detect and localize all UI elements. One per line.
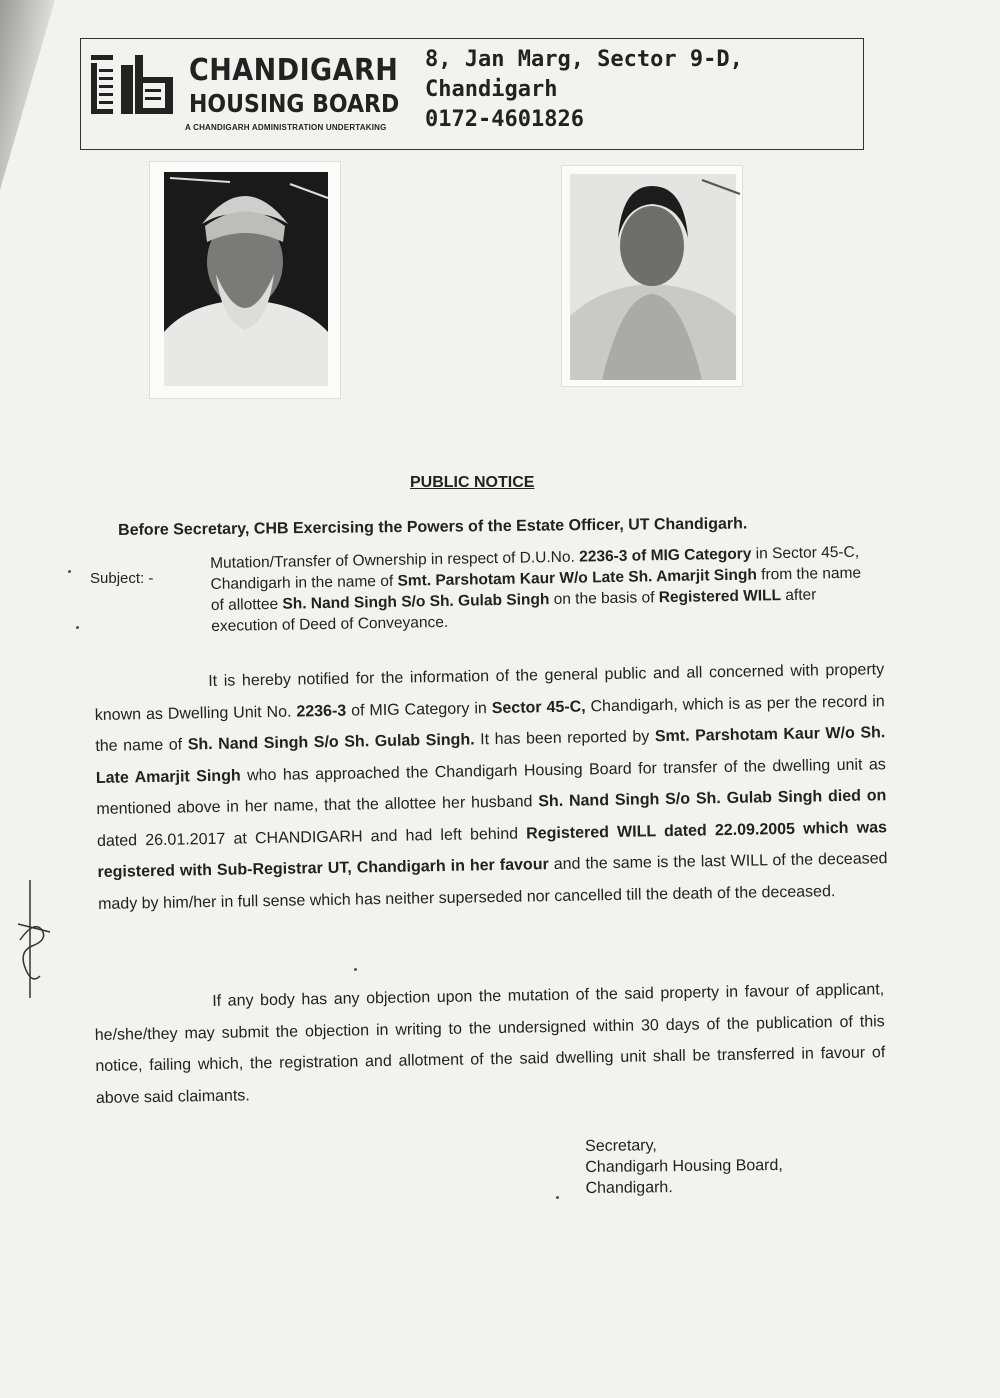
signature-block: [585, 1134, 783, 1199]
signature-title: Secretary,: [585, 1137, 657, 1155]
scan-speck: [354, 968, 357, 971]
org-tagline: A CHANDIGARH ADMINISTRATION UNDERTAKING: [185, 123, 387, 132]
letterhead: [80, 38, 864, 150]
address-line-2: Chandigarh: [425, 77, 558, 102]
scan-speck: [68, 570, 71, 573]
signature-org: Chandigarh Housing Board,: [585, 1156, 783, 1176]
photo-woman: [562, 166, 742, 386]
handwritten-initials-icon: [14, 880, 54, 1000]
photo-portrait-man-icon: [150, 162, 340, 398]
signature-city: Chandigarh.: [585, 1179, 673, 1197]
notice-paragraph-1: It is hereby notified for the information of the general public and all concerned with property known as Dwelling Unit No. 2236-3 of MIG Category in Sector 45-C, Chandigarh, which is as per the record in the name of Sh. Nand Singh S/o Sh. Gulab Singh. It has been reported by Smt. Parshotam Kaur W/o Sh. Late Amarjit Singh who has approached the Chandigarh Housing Board for transfer of the dwelling unit as mentioned above in her name, that the allottee her husband Sh. Nand Singh S/o Sh. Gulab Singh died on dated 26.01.2017 at CHANDIGARH and had left behind Registered WILL dated 22.09.2005 which was registered with Sub-Registrar UT, Chandigarh in her favour and the same is the last WILL of the deceased mady by him/her in full sense which has neither superseded nor cancelled till the death of the deceased.: [94, 661, 888, 913]
subject-label: Subject: -: [90, 570, 154, 587]
address-line-1: 8, Jan Marg, Sector 9-D,: [425, 47, 743, 72]
org-subname: HOUSING BOARD: [189, 89, 400, 118]
scan-speck: [76, 626, 79, 629]
photo-portrait-woman-icon: [562, 166, 742, 386]
notice-before-line: Before Secretary, CHB Exercising the Powers of the Estate Officer, UT Chandigarh.: [118, 515, 748, 539]
scan-corner-shadow: [0, 0, 60, 190]
subject-text: Mutation/Transfer of Ownership in respect of D.U.No. 2236-3 of MIG Category in Sector 45-C, Chandigarh in the name of Smt. Parshotam Kaur W/o Late Sh. Amarjit Singh from the name of allottee Sh. Nand Singh S/o Sh. Gulab Singh on the basis of Registered WILL after execution of Deed of Conveyance.: [210, 543, 862, 635]
phone-number: 0172-4601826: [425, 107, 584, 132]
org-name: CHANDIGARH: [189, 53, 399, 88]
photo-man: [150, 162, 340, 398]
notice-paragraph-2: If any body has any objection upon the mutation of the said property in favour of applicant, he/she/they may submit the objection in writing to the undersigned within 30 days of the publication of this notice, failing which, the registration and allotment of the said dwelling unit shall be transferred in favour of above said claimants.: [94, 981, 886, 1107]
notice-title: PUBLIC NOTICE: [410, 474, 535, 491]
scan-speck: [556, 1196, 559, 1199]
chb-logo-icon: [91, 55, 177, 117]
